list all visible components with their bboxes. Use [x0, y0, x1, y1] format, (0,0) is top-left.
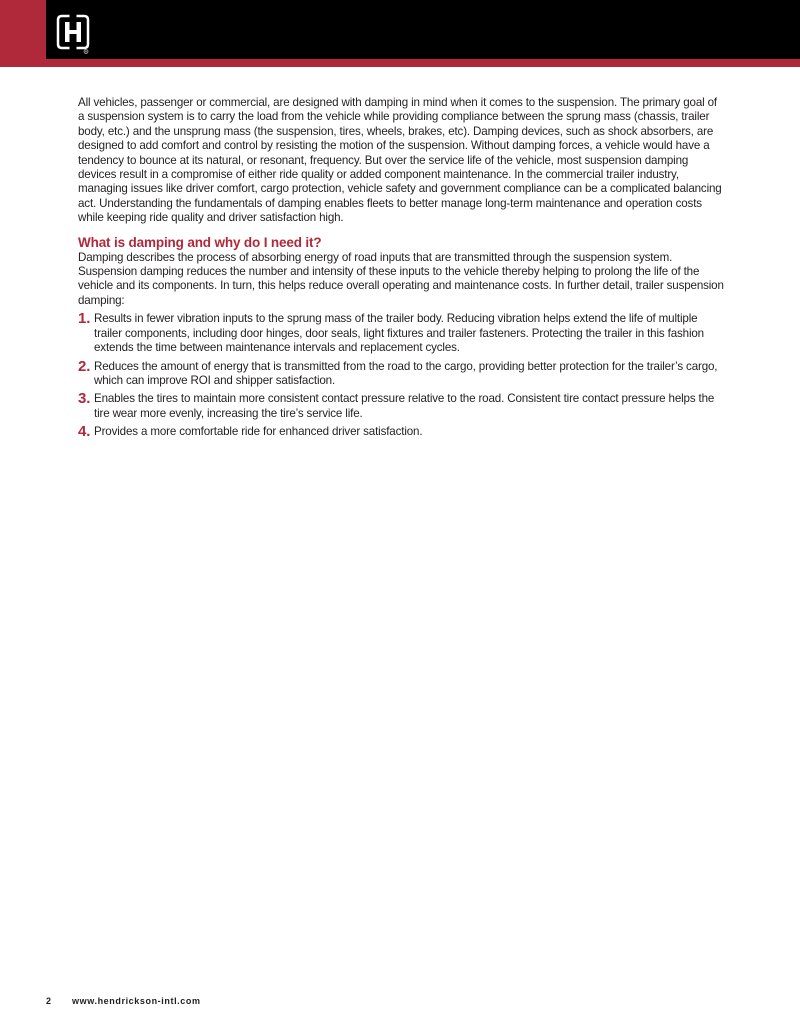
list-item: [78, 392, 726, 421]
main-content: [78, 96, 726, 444]
svg-text:R: R: [84, 49, 88, 54]
list-item-text: Reduces the amount of energy that is transmitted from the road to the cargo, providing better protection for the trailer’s cargo, which can improve ROI and shipper satisfaction.: [94, 359, 718, 387]
benefits-list: [78, 312, 726, 439]
list-item: [78, 425, 726, 439]
list-item-text: Enables the tires to maintain more consistent contact pressure relative to the road. Consistent tire contact pressure helps the tire wear more evenly, increasing the tire’s service life.: [94, 392, 715, 420]
hendrickson-h-logo-icon: [56, 14, 90, 54]
list-item: [78, 312, 726, 355]
header-bar: [0, 0, 800, 66]
list-item: [78, 357, 726, 389]
page-footer: [46, 996, 201, 1006]
list-item-number: 4.: [78, 423, 91, 441]
footer-url-link[interactable]: www.hendrickson-intl.com: [72, 996, 201, 1006]
header-accent-block: [0, 0, 46, 66]
page-number: 2: [46, 996, 52, 1006]
list-item-text: Provides a more comfortable ride for enhanced driver satisfaction.: [94, 425, 423, 439]
section-heading: What is damping and why do I need it?: [78, 234, 322, 250]
list-item-text: Results in fewer vibration inputs to the sprung mass of the trailer body. Reducing vibration helps extend the life of multiple trailer components, including door hinges, door seals, light fixtures and trailer fasteners. Protecting the trailer in this fashion extends the time between maintenance intervals and replacement cycles.: [94, 312, 704, 355]
list-item-number: 3.: [78, 390, 91, 408]
header-bottom-stripe: [0, 59, 800, 67]
section-paragraph: Damping describes the process of absorbing energy of road inputs that are transmitted through the suspension system. Suspension damping reduces the number and intensity of these inputs to the vehicle thereby helping to prolong the life of the vehicle and its components. In turn, this helps reduce overall operating and maintenance costs. In further detail, trailer suspension damping:: [78, 250, 724, 307]
intro-paragraph: All vehicles, passenger or commercial, are designed with damping in mind when it comes to the suspension. The primary goal of a suspension system is to carry the load from the vehicle while providing compliance between the sprung mass (chassis, trailer body, etc.) and the unsprung mass (the suspension, tires, wheels, brakes, etc). Damping devices, such as shock absorbers, are designed to add comfort and control by resisting the motion of the suspension. Without damping forces, a vehicle would have a tendency to bounce at its natural, or resonant, frequency. But over the service life of the vehicle, most suspension damping devices result in a compromise of either ride quality or added component maintenance. In the commercial trailer industry, managing issues like driver comfort, cargo protection, vehicle safety and government compliance can be a complicated balancing act. Understanding the fundamentals of damping enables fleets to better manage long-term maintenance and operation costs while keeping ride quality and driver satisfaction high.: [78, 96, 722, 225]
list-item-number: 1.: [78, 310, 91, 328]
list-item-number: 2.: [78, 357, 91, 375]
